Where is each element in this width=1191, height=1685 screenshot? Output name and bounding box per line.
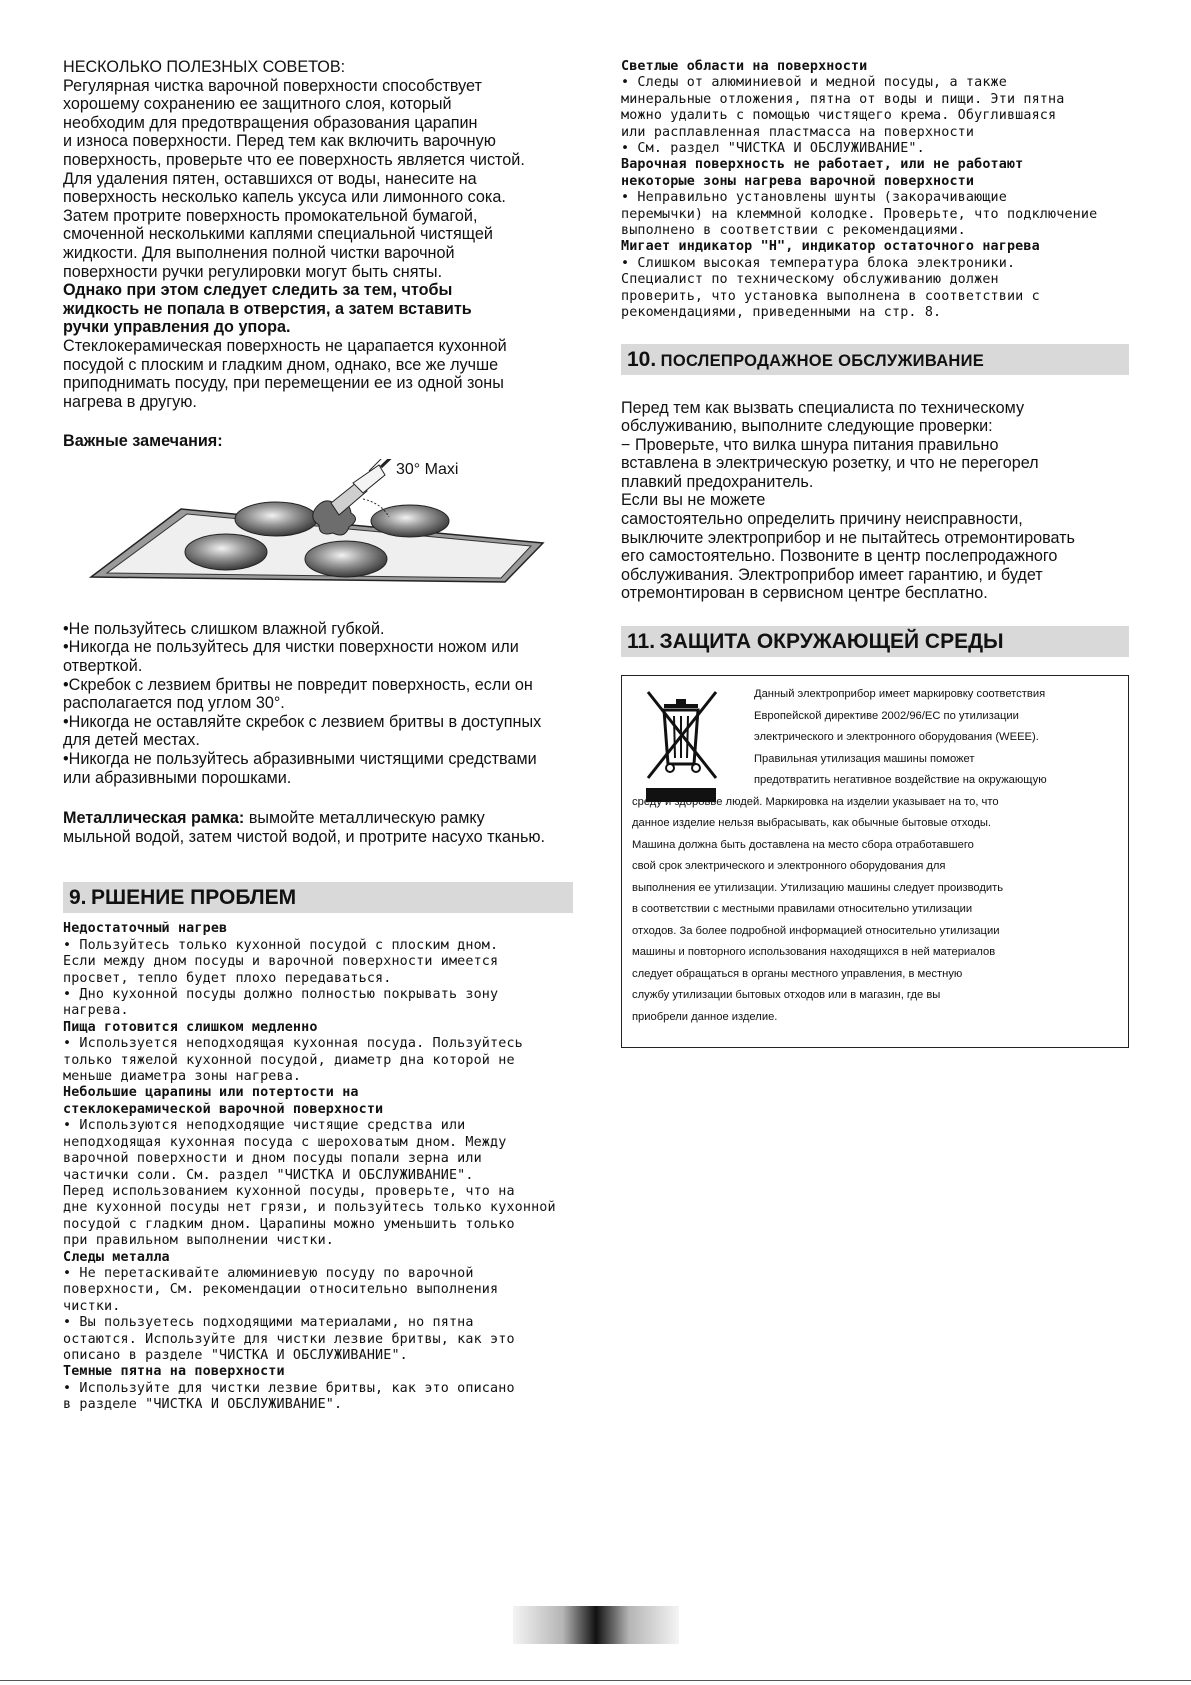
bullet-line: •Никогда не оставляйте скребок с лезвием бритвы в доступных	[63, 712, 542, 731]
service-line: Перед тем как вызвать специалиста по техническому	[621, 398, 1025, 417]
tips-line: приподнимать посуду, при перемещении ее из одной зоны	[63, 374, 504, 393]
tips-line: посудой с плоским и гладким дном, однако, все же лучше	[63, 355, 499, 374]
warning-bullets	[63, 620, 578, 787]
trouble-text: остаются. Используйте для чистки лезвие бритвы, как это	[63, 1331, 515, 1347]
metal-frame-text-2: мыльной водой, затем чистой водой, и протрите насухо тканью.	[63, 827, 546, 846]
trouble-text: • Дно кухонной посуды должно полностью покрывать зону	[63, 987, 499, 1003]
weee-line: службу утилизации бытовых отходов или в магазин, где вы	[632, 989, 941, 1002]
tips-line: поверхность, проверьте что ее поверхность является чистой.	[63, 150, 525, 169]
metal-frame-text-1: вымойте металлическую рамку	[244, 809, 485, 828]
weee-line: предотвратить негативное воздействие на окружающую	[754, 774, 1047, 787]
weee-line: отходов. За более подробной информацией относительно утилизации	[632, 924, 1000, 937]
angle-label: 30° Maxi	[396, 460, 459, 478]
page-footer-rule	[0, 1680, 1191, 1681]
trouble-text: при правильном выполнении чистки.	[63, 1233, 334, 1249]
tips-line: хорошему сохранению ее защитного слоя, который	[63, 95, 452, 114]
weee-line: электрического и электронного оборудования (WEEE).	[754, 731, 1039, 744]
bullet-line: располагается под углом 30°.	[63, 694, 285, 713]
metal-frame-label: Металлическая рамка:	[63, 809, 245, 828]
tips-title: НЕСКОЛЬКО ПОЛЕЗНЫХ СОВЕТОВ:	[63, 58, 346, 76]
trouble-heading: Варочная поверхность не работает, или не работают	[621, 157, 1024, 173]
trouble-heading: стеклокерамической варочной поверхности	[63, 1101, 384, 1117]
weee-line: среду и здоровье людей. Маркировка на изделии указывает на то, что	[632, 795, 999, 808]
trouble-text: Если между дном посуды и варочной поверхности имеется	[63, 954, 499, 970]
tips-line: смоченной несколькими каплями специальной чистящей	[63, 225, 493, 244]
trouble-text: поверхности, См. рекомендации относительно выполнения	[63, 1282, 499, 1298]
trouble-heading: Светлые области на поверхности	[621, 59, 868, 74]
weee-line: Данный электроприбор имеет маркировку соответствия	[754, 688, 1046, 701]
weee-line: Правильная утилизация машины поможет	[754, 752, 975, 765]
cleaning-tips	[63, 58, 578, 411]
section-11-title: ЗАЩИТА ОКРУЖАЮЩЕЙ СРЕДЫ	[659, 630, 1004, 654]
trouble-text: • Используется неподходящая кухонная посуда. Пользуйтесь	[63, 1036, 523, 1052]
bullet-line: •Не пользуйтесь слишком влажной губкой.	[63, 619, 385, 638]
service-line: его самостоятельно. Позвоните в центр послепродажного	[621, 547, 1058, 566]
notes-title: Важные замечания:	[63, 432, 223, 451]
bullet-line: отверткой.	[63, 657, 143, 676]
weee-line: данное изделие нельзя выбрасывать, как обычные бытовые отходы.	[632, 817, 992, 830]
trouble-text: в разделе "ЧИСТКА И ОБСЛУЖИВАНИЕ".	[63, 1397, 343, 1413]
burner-1	[235, 502, 317, 536]
section-10-title: ПОСЛЕПРОДАЖНОЕ ОБСЛУЖИВАНИЕ	[660, 351, 985, 370]
service-instructions	[621, 399, 1129, 604]
trouble-text: • Используются неподходящие чистящие средства или	[63, 1118, 466, 1134]
trouble-text: • Слишком высокая температура блока электроники.	[621, 255, 1016, 271]
right-column	[621, 58, 1129, 1048]
trouble-heading: некоторые зоны нагрева варочной поверхности	[621, 173, 975, 189]
burner-3	[185, 534, 267, 570]
service-line: обслуживания. Электроприбор имеет гарантию, и будет	[621, 565, 1043, 584]
weee-line: Машина должна быть доставлена на место сбора отработавшего	[632, 838, 974, 851]
trouble-text: • Не перетаскивайте алюминиевую посуду по варочной	[63, 1265, 474, 1281]
trouble-heading: Следы металла	[63, 1249, 170, 1265]
trouble-heading: Пища готовится слишком медленно	[63, 1019, 318, 1035]
section-11-header: 11. ЗАЩИТА ОКРУЖАЮЩЕЙ СРЕДЫ	[621, 626, 1129, 657]
trouble-text: посудой с гладким дном. Царапины можно уменьшить только	[63, 1216, 515, 1232]
weee-line: следует обращаться в органы местного управления, в местную	[632, 967, 963, 980]
trouble-text: минеральные отложения, пятна от воды и пищи. Эти пятна	[621, 91, 1065, 107]
tips-line: Для удаления пятен, оставшихся от воды, нанесите на	[63, 169, 477, 188]
tips-line: необходим для предотвращения образования царапин	[63, 113, 478, 132]
trouble-text: просвет, тепло будет плохо передаваться.	[63, 970, 392, 986]
service-line: самостоятельно определить причину неисправности,	[621, 510, 1023, 529]
trouble-text: • Следы от алюминиевой и медной посуды, а также	[621, 75, 1007, 91]
trouble-text: можно удалить с помощью чистящего крема. Обуглившаяся	[621, 108, 1057, 124]
trouble-heading: Темные пятна на поверхности	[63, 1364, 285, 1380]
trouble-text: проверить, что установка выполнена в соответствии с	[621, 288, 1040, 304]
weee-line: выполнения ее утилизации. Утилизацию машины следует производить	[632, 881, 1004, 894]
trouble-text: или расплавленная пластмасса на поверхности	[621, 124, 975, 140]
tips-warning-line: Однако при этом следует следить за тем, чтобы	[63, 281, 453, 300]
weee-line: приобрели данное изделие.	[632, 1010, 778, 1023]
scraper-illustration	[63, 459, 578, 604]
service-line: − Проверьте, что вилка шнура питания правильно	[621, 435, 999, 454]
weee-line: в соответствии с местными правилами относительно утилизации	[632, 903, 973, 916]
service-line: обслуживанию, выполните следующие проверки:	[621, 417, 993, 436]
tips-warning-line: ручки управления до упора.	[63, 318, 291, 337]
trouble-text: нагрева.	[63, 1003, 129, 1019]
tips-line: Регулярная чистка варочной поверхности способствует	[63, 76, 482, 95]
tips-line: и износа поверхности. Перед тем как включить варочную	[63, 132, 496, 151]
trouble-text: • Неправильно установлены шунты (закорачивающие	[621, 190, 1007, 206]
bullet-line: •Скребок с лезвием бритвы не повредит поверхность, если он	[63, 675, 533, 694]
trouble-text: только тяжелой кухонной посудой, диаметр дна которой не	[63, 1052, 515, 1068]
tips-line: поверхности ручки регулировки могут быть сняты.	[63, 262, 443, 281]
trouble-text: варочной поверхности и дном посуды попали зерна или	[63, 1151, 482, 1167]
tips-line: Затем протрите поверхность промокательной бумагой,	[63, 206, 478, 225]
weee-line: свой срок электрического и электронного оборудования для	[632, 860, 946, 873]
trouble-text: Перед использованием кухонной посуды, проверьте, что на	[63, 1183, 515, 1199]
weee-line: Европейской директиве 2002/96/EC по утилизации	[754, 709, 1019, 722]
page-footer-band	[513, 1606, 679, 1644]
bullet-line: •Никогда не пользуйтесь абразивными чистящими средствами	[63, 750, 537, 769]
trouble-text: чистки.	[63, 1298, 121, 1314]
trouble-text: выполнено в соответствии с рекомендациями.	[621, 223, 966, 239]
bullet-line: или абразивными порошками.	[63, 768, 292, 787]
service-line: вставлена в электрическую розетку, и что не перегорел	[621, 454, 1039, 473]
trouble-text: перемычки) на клеммной колодке. Проверьте, что подключение	[621, 206, 1098, 222]
weee-text	[632, 684, 1120, 1028]
service-line: выключите электроприбор и не пытайтесь отремонтировать	[621, 528, 1075, 547]
troubleshooting-list-continued	[621, 59, 1129, 322]
left-column	[63, 58, 578, 1414]
tips-line: поверхность несколько капель уксуса или лимонного сока.	[63, 188, 506, 207]
section-9-header: 9. РШЕНИЕ ПРОБЛЕМ	[63, 882, 573, 913]
tips-line: нагрева в другую.	[63, 392, 197, 411]
trouble-text: • Вы пользуетесь подходящими материалами, но пятна	[63, 1315, 474, 1331]
bullet-line: для детей местах.	[63, 731, 200, 750]
service-line: плавкий предохранитель.	[621, 472, 814, 491]
tips-warning-line: жидкость не попала в отверстия, а затем вставить	[63, 299, 472, 318]
trouble-text: рекомендациями, приведенными на стр. 8.	[621, 305, 942, 321]
trouble-text: частички соли. См. раздел "ЧИСТКА И ОБСЛУЖИВАНИЕ".	[63, 1167, 474, 1183]
trouble-heading: Мигает индикатор "H", индикатор остаточного нагрева	[621, 239, 1040, 255]
weee-notice	[621, 675, 1129, 1048]
bullet-line: •Никогда не пользуйтесь для чистки поверхности ножом или	[63, 638, 519, 657]
tips-body	[63, 77, 578, 282]
service-line: Если вы не можете	[621, 491, 766, 510]
trouble-heading: Небольшие царапины или потертости на	[63, 1085, 359, 1101]
burner-2	[371, 505, 449, 537]
tips-line: Стеклокерамическая поверхность не царапается кухонной	[63, 336, 507, 355]
burner-4	[305, 541, 387, 577]
trouble-text: • См. раздел "ЧИСТКА И ОБСЛУЖИВАНИЕ".	[621, 141, 925, 157]
tips-warning	[63, 281, 578, 337]
service-line: отремонтирован в сервисном центре бесплатно.	[621, 584, 988, 603]
trouble-text: неподходящая кухонная посуда с шероховатым дном. Между	[63, 1134, 507, 1150]
metal-frame-note	[63, 809, 578, 846]
trouble-text: • Пользуйтесь только кухонной посудой с плоским дном.	[63, 937, 499, 953]
section-10-header: 10. ПОСЛЕПРОДАЖНОЕ ОБСЛУЖИВАНИЕ	[621, 344, 1129, 375]
troubleshooting-list	[63, 921, 578, 1413]
trouble-text: описано в разделе "ЧИСТКА И ОБСЛУЖИВАНИЕ".	[63, 1347, 408, 1363]
trouble-text: дне кухонной посуды нет грязи, и пользуйтесь только кухонной	[63, 1200, 556, 1216]
trouble-text: • Используйте для чистки лезвие бритвы, как это описано	[63, 1380, 515, 1396]
trouble-heading: Недостаточный нагрев	[63, 921, 228, 937]
weee-line: машины и повторного использования находящихся в ней материалов	[632, 946, 996, 959]
tips-body-tail	[63, 337, 578, 411]
trouble-text: Специалист по техническому обслуживанию должен	[621, 272, 999, 288]
trouble-text: меньше диаметра зоны нагрева.	[63, 1069, 302, 1085]
section-9-title: РШЕНИЕ ПРОБЛЕМ	[90, 886, 297, 910]
tips-line: жидкости. Для выполнения полной чистки варочной	[63, 243, 455, 262]
